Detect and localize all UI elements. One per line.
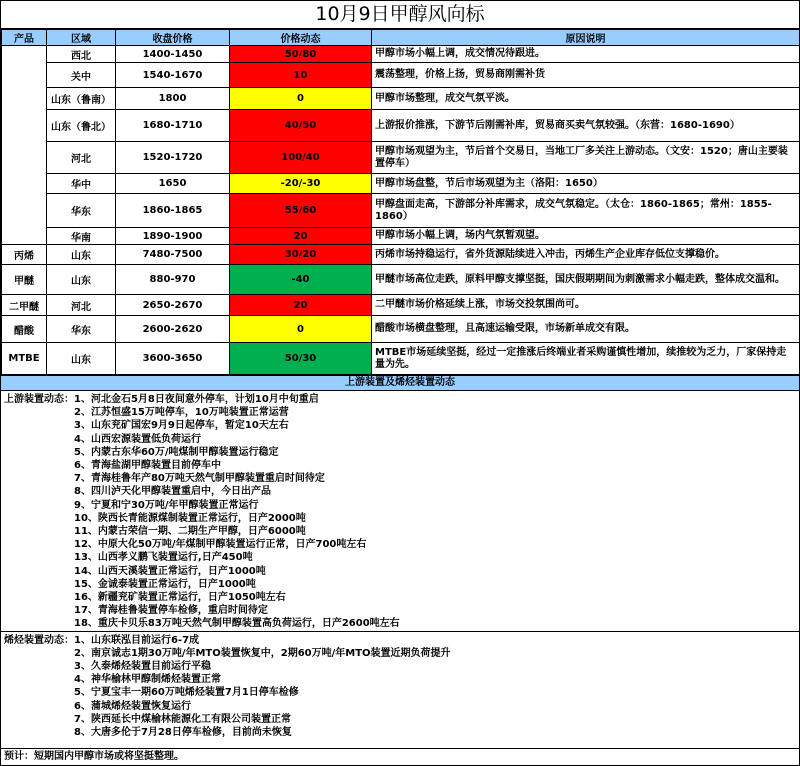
region-cell: 山东 bbox=[47, 265, 116, 295]
table-row bbox=[2, 245, 800, 265]
list-item-text: 7、青海桂鲁年产80万吨天然气制甲醇装置重启时间待定 bbox=[74, 473, 325, 485]
list-label bbox=[4, 578, 74, 591]
list-item-text: 1、山东联泓目前运行6-7成 bbox=[74, 634, 200, 646]
list-item bbox=[4, 700, 799, 713]
change-cell: -20/-30 bbox=[230, 174, 372, 194]
list-item bbox=[4, 604, 799, 617]
list-item bbox=[4, 485, 799, 498]
list-item-text: 13、山西孝义鹏飞装置运行,日产450吨 bbox=[74, 552, 253, 564]
list-label: 烯烃装置动态： bbox=[4, 634, 74, 646]
list-item bbox=[4, 726, 799, 739]
list-item-text: 18、重庆卡贝乐83万吨天然气制甲醇装置高负荷运行，日产2600吨左右 bbox=[74, 618, 400, 630]
price-cell: 880-970 bbox=[116, 265, 230, 295]
list-item-text: 15、金诚泰装置正常运行，日产1000吨 bbox=[74, 578, 256, 590]
list-label bbox=[4, 617, 74, 630]
list-label bbox=[4, 660, 74, 673]
table-row bbox=[2, 265, 800, 295]
change-cell: 100/40 bbox=[230, 142, 372, 174]
price-cell: 1890-1900 bbox=[116, 228, 230, 245]
list-item-text: 5、内蒙古东华60万/吨煤制甲醇装置运行稳定 bbox=[74, 446, 279, 458]
table-row bbox=[2, 316, 800, 343]
change-cell: 55/60 bbox=[230, 194, 372, 228]
list-label bbox=[4, 686, 74, 699]
list-label bbox=[4, 591, 74, 604]
olefin-list bbox=[1, 632, 799, 740]
list-item bbox=[4, 459, 799, 472]
list-item bbox=[4, 538, 799, 551]
region-cell: 山东（鲁北） bbox=[47, 110, 116, 142]
list-label bbox=[4, 499, 74, 512]
list-label bbox=[4, 406, 74, 419]
list-item bbox=[4, 406, 799, 419]
list-label bbox=[4, 485, 74, 498]
list-label bbox=[4, 433, 74, 446]
list-item bbox=[4, 591, 799, 604]
list-item-text: 11、内蒙古荣信一期、二期生产甲醇，日产6000吨 bbox=[74, 526, 306, 538]
region-cell: 西北 bbox=[47, 46, 116, 63]
change-cell: 10 bbox=[230, 63, 372, 88]
price-cell: 7480-7500 bbox=[116, 245, 230, 265]
list-item-text: 5、宁夏宝丰一期60万吨烯烃装置7月1日停车检修 bbox=[74, 687, 299, 699]
product-cell: 醋酸 bbox=[2, 316, 47, 343]
table-header-row bbox=[2, 30, 800, 46]
change-cell: 20 bbox=[230, 295, 372, 316]
page-title: 10月9日甲醇风向标 bbox=[1, 1, 799, 29]
list-item bbox=[4, 565, 799, 578]
change-cell: 50/80 bbox=[230, 46, 372, 63]
table-row bbox=[2, 194, 800, 228]
list-item-text: 1、河北金石5月8日夜间意外停车，计划10月中旬重启 bbox=[74, 394, 319, 405]
list-item bbox=[4, 578, 799, 591]
reason-cell: 甲醇市场小幅上调，场内气氛暂观望。 bbox=[372, 228, 800, 245]
change-cell: 20 bbox=[230, 228, 372, 245]
reason-cell: 甲醚市场高位走跌，原料甲醇支撑坚挺，国庆假期期间为刺激需求小幅走跌，整体成交温和。 bbox=[372, 265, 800, 295]
list-item bbox=[4, 419, 799, 432]
list-label bbox=[4, 538, 74, 551]
header-reason: 原因说明 bbox=[372, 30, 800, 46]
table-row bbox=[2, 142, 800, 174]
reason-cell: 甲醇市场盘整，节后市场观望为主（洛阳：1650） bbox=[372, 174, 800, 194]
price-cell: 1800 bbox=[116, 88, 230, 110]
header-change: 价格动态 bbox=[230, 30, 372, 46]
header-price: 收盘价格 bbox=[116, 30, 230, 46]
price-cell: 1650 bbox=[116, 174, 230, 194]
price-cell: 1400-1450 bbox=[116, 46, 230, 63]
list-label bbox=[4, 673, 74, 686]
list-item bbox=[4, 713, 799, 726]
price-cell: 3600-3650 bbox=[116, 343, 230, 375]
list-label: 上游装置动态： bbox=[4, 394, 74, 405]
region-cell: 华南 bbox=[47, 228, 116, 245]
list-item bbox=[4, 673, 799, 686]
price-table bbox=[1, 29, 800, 375]
section-title: 上游装置及烯烃装置动态 bbox=[1, 375, 799, 391]
list-item-text: 3、山东兖矿国宏9月9日起停车，暂定10天左右 bbox=[74, 420, 289, 432]
list-label bbox=[4, 551, 74, 564]
table-row bbox=[2, 174, 800, 194]
region-cell: 华中 bbox=[47, 174, 116, 194]
list-item bbox=[4, 446, 799, 459]
price-cell: 1680-1710 bbox=[116, 110, 230, 142]
list-item-text: 8、四川泸天化甲醇装置重启中，今日出产品 bbox=[74, 486, 271, 498]
reason-cell: 甲醇市场小幅上调，成交情况待跟进。 bbox=[372, 46, 800, 63]
list-label bbox=[4, 713, 74, 726]
list-item-text: 14、山西天溪装置正常运行，日产1000吨 bbox=[74, 565, 266, 577]
reason-cell: 甲醇盘面走高，下游部分补库需求，成交气氛稳定。（太仓：1860-1865；常州：1855-1860） bbox=[372, 194, 800, 228]
list-item bbox=[4, 617, 799, 630]
list-item-text: 4、神华榆林甲醇制烯烃装置正常 bbox=[74, 674, 221, 686]
list-label bbox=[4, 565, 74, 578]
list-item-text: 16、新疆兖矿装置正常运行，日产1050吨左右 bbox=[74, 592, 286, 604]
list-label bbox=[4, 525, 74, 538]
list-item-text: 10、陕西长青能源煤制装置正常运行，日产2000吨 bbox=[74, 512, 306, 524]
list-label bbox=[4, 604, 74, 617]
region-cell: 山东 bbox=[47, 245, 116, 265]
product-cell: MTBE bbox=[2, 343, 47, 375]
list-label bbox=[4, 700, 74, 713]
list-item bbox=[4, 660, 799, 673]
list-item-text: 7、陕西延长中煤榆林能源化工有限公司装置正常 bbox=[74, 713, 291, 725]
price-cell: 2600-2620 bbox=[116, 316, 230, 343]
list-item bbox=[4, 472, 799, 485]
product-cell: 二甲醚 bbox=[2, 295, 47, 316]
reason-cell: 上游报价推涨，下游节后刚需补库，贸易商买卖气氛较强。（东营：1680-1690） bbox=[372, 110, 800, 142]
change-cell: 40/50 bbox=[230, 110, 372, 142]
list-item-text: 12、中原大化50万吨/年煤制甲醇装置运行正常，日产700吨左右 bbox=[74, 539, 367, 551]
list-item-text: 8、大唐多伦于7月28日停车检修，目前尚未恢复 bbox=[74, 727, 292, 739]
list-item-text: 6、蒲城烯烃装置恢复运行 bbox=[74, 700, 191, 712]
product-cell: 丙烯 bbox=[2, 245, 47, 265]
region-cell: 华东 bbox=[47, 316, 116, 343]
list-item bbox=[4, 393, 799, 406]
list-item-text: 2、江苏恒盛15万吨停车，10万吨装置正常运营 bbox=[74, 407, 289, 419]
list-item bbox=[4, 686, 799, 699]
forecast-text: 预计：短期国内甲醇市场或将坚挺整理。 bbox=[1, 748, 799, 765]
reason-cell: 震荡整理，价格上扬，贸易商刚需补货 bbox=[372, 63, 800, 88]
price-cell: 1860-1865 bbox=[116, 194, 230, 228]
region-cell: 山东（鲁南） bbox=[47, 88, 116, 110]
table-row bbox=[2, 110, 800, 142]
change-cell: -40 bbox=[230, 265, 372, 295]
list-label bbox=[4, 726, 74, 739]
list-item-text: 2、南京诚志1期30万吨/年MTO装置恢复中，2期60万吨/年MTO装置近期负荷提升 bbox=[74, 647, 451, 659]
region-cell: 关中 bbox=[47, 63, 116, 88]
header-product: 产品 bbox=[2, 30, 47, 46]
list-label bbox=[4, 512, 74, 525]
reason-cell: 醋酸市场横盘整理，且高速运输受限，市场新单成交有限。 bbox=[372, 316, 800, 343]
list-item bbox=[4, 634, 799, 647]
product-cell: 甲醚 bbox=[2, 265, 47, 295]
region-cell: 华东 bbox=[47, 194, 116, 228]
change-cell: 50/30 bbox=[230, 343, 372, 375]
list-item-text: 3、久泰烯烃装置目前运行平稳 bbox=[74, 661, 211, 673]
list-item-text: 4、山西宏源装置低负荷运行 bbox=[74, 433, 201, 445]
list-item-text: 6、青海盐湖甲醇装置目前停车中 bbox=[74, 460, 221, 472]
list-item bbox=[4, 512, 799, 525]
list-label bbox=[4, 419, 74, 432]
list-item-text: 17、青海桂鲁装置停车检修，重启时间待定 bbox=[74, 605, 268, 617]
table-row bbox=[2, 343, 800, 375]
list-item bbox=[4, 433, 799, 446]
reason-cell: 二甲醚市场价格延续上涨，市场交投氛围尚可。 bbox=[372, 295, 800, 316]
product-cell bbox=[2, 46, 47, 245]
region-cell: 山东 bbox=[47, 343, 116, 375]
region-cell: 河北 bbox=[47, 142, 116, 174]
list-item bbox=[4, 551, 799, 564]
reason-cell: 甲醇市场整理，成交气氛平淡。 bbox=[372, 88, 800, 110]
table-row bbox=[2, 88, 800, 110]
header-region: 区域 bbox=[47, 30, 116, 46]
region-cell: 河北 bbox=[47, 295, 116, 316]
table-row bbox=[2, 63, 800, 88]
list-item bbox=[4, 647, 799, 660]
list-label bbox=[4, 459, 74, 472]
price-cell: 1540-1670 bbox=[116, 63, 230, 88]
reason-cell: 甲醇市场观望为主，节后首个交易日，当地工厂多关注上游动态。（文安：1520；唐山主要装置停车） bbox=[372, 142, 800, 174]
list-label bbox=[4, 446, 74, 459]
table-row bbox=[2, 295, 800, 316]
list-item bbox=[4, 525, 799, 538]
change-cell: 0 bbox=[230, 88, 372, 110]
list-item bbox=[4, 499, 799, 512]
table-row bbox=[2, 46, 800, 63]
list-label bbox=[4, 647, 74, 660]
reason-cell: 丙烯市场持稳运行，省外货源陆续进入冲击，丙烯生产企业库存低位支撑稳价。 bbox=[372, 245, 800, 265]
change-cell: 30/20 bbox=[230, 245, 372, 265]
upstream-list bbox=[1, 391, 799, 631]
price-cell: 1520-1720 bbox=[116, 142, 230, 174]
list-item-text: 9、宁夏和宁30万吨/年甲醇装置正常运行 bbox=[74, 499, 259, 511]
list-label bbox=[4, 472, 74, 485]
price-cell: 2650-2670 bbox=[116, 295, 230, 316]
table-row bbox=[2, 228, 800, 245]
reason-cell: MTBE市场延续坚挺，经过一定推涨后终端业者采购谨慎性增加，续推较为乏力，厂家保持走量为先。 bbox=[372, 343, 800, 375]
change-cell: 0 bbox=[230, 316, 372, 343]
